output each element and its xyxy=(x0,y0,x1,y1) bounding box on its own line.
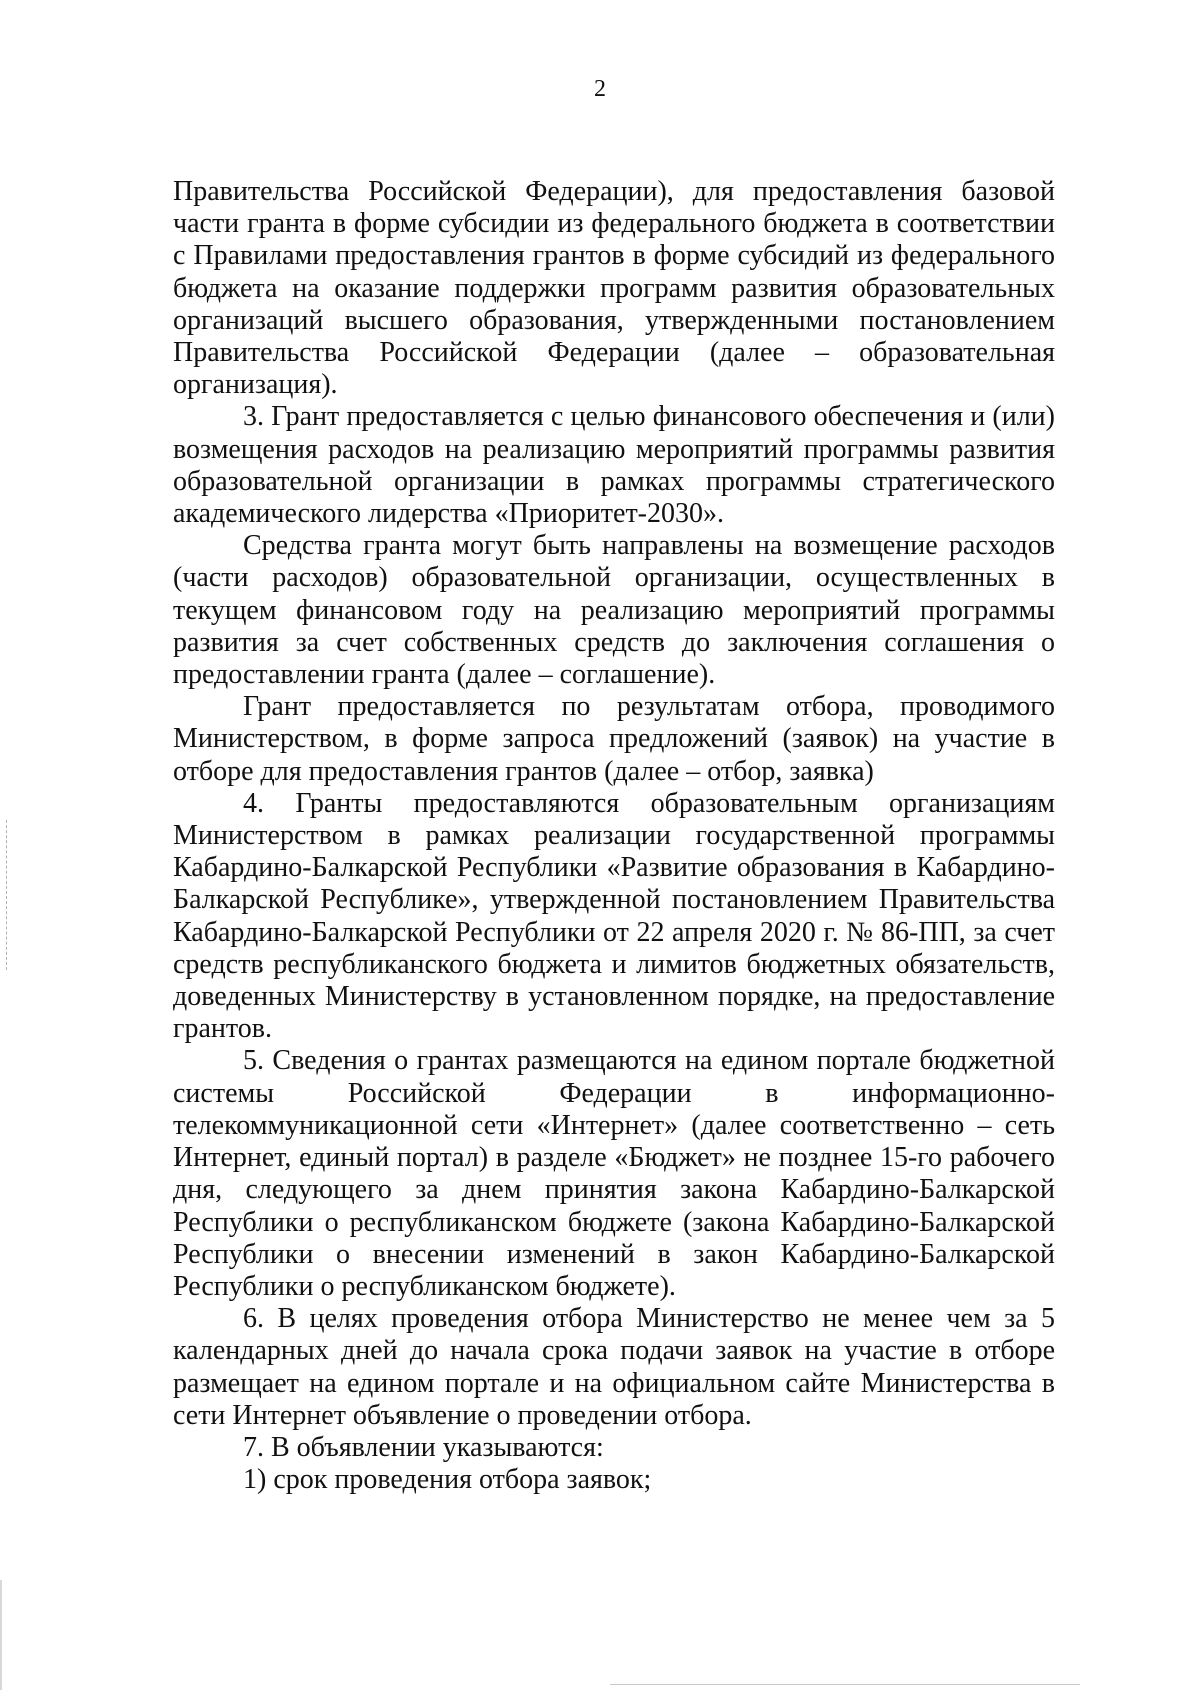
page-number: 2 xyxy=(594,76,606,102)
document-body xyxy=(173,176,1055,1496)
paragraph-item-7-1: 1) срок проведения отбора заявок; xyxy=(243,1464,652,1496)
scan-artifact-bottom xyxy=(610,1684,1080,1685)
paragraph-continuation: Правительства Российской Федерации), для предоставления базовой части гранта в форме субсидии из федерального бюджета в соответствии с Правилами предоставления грантов в форме субсидий из федерального бюджета на оказание поддержки программ развития образовательных организаций высшего образования, утвержденными постановлением Правительства Российской Федерации (далее – образовательная организация). xyxy=(173,176,1055,401)
paragraph-item-7: 7. В объявлении указываются: xyxy=(243,1431,604,1463)
paragraph-item-4: 4. Гранты предоставляются образовательным организациям Министерством в рамках реализации государственной программы Кабардино-Балкарской Республики «Развитие образования в Кабардино-Балкарской Республике», утвержденной постановлением Правительства Кабардино-Балкарской Республики от 22 апреля 2020 г. № 86-ПП, за счет средств республиканского бюджета и лимитов бюджетных обязательств, доведенных Министерству в установленном порядке, на предоставление грантов. xyxy=(173,787,1055,1045)
paragraph-grant-funds: Средства гранта могут быть направлены на возмещение расходов (части расходов) образовательной организации, осуществленных в текущем финансовом году на реализацию мероприятий программы развития за счет собственных средств до заключения соглашения о предоставлении гранта (далее – соглашение). xyxy=(173,530,1055,691)
paragraph-item-5: 5. Сведения о грантах размещаются на едином портале бюджетной системы Российской Федерации в информационно-телекоммуникационной сети «Интернет» (далее соответственно – сеть Интернет, единый портал) в разделе «Бюджет» не позднее 15-го рабочего дня, следующего за днем принятия закона Кабардино-Балкарской Республики о республиканском бюджете (закона Кабардино-Балкарской Республики о внесении изменений в закон Кабардино-Балкарской Республики о республиканском бюджете). xyxy=(173,1045,1055,1302)
paragraph-item-6: 6. В целях проведения отбора Министерство не менее чем за 5 календарных дней до начала срока подачи заявок на участие в отборе размещает на едином портале и на официальном сайте Министерства в сети Интернет объявление о проведении отбора. xyxy=(173,1303,1055,1431)
scan-artifact-left xyxy=(6,820,8,970)
paragraph-item-3: 3. Грант предоставляется с целью финансового обеспечения и (или) возмещения расходов на реализацию мероприятий программы развития образовательной организации в рамках программы стратегического академического лидерства «Приоритет-2030». xyxy=(173,401,1055,530)
scan-artifact-corner xyxy=(0,1580,2,1690)
paragraph-grant-selection: Грант предоставляется по результатам отбора, проводимого Министерством, в форме запроса предложений (заявок) на участие в отборе для предоставления грантов (далее – отбор, заявка) xyxy=(173,691,1055,787)
